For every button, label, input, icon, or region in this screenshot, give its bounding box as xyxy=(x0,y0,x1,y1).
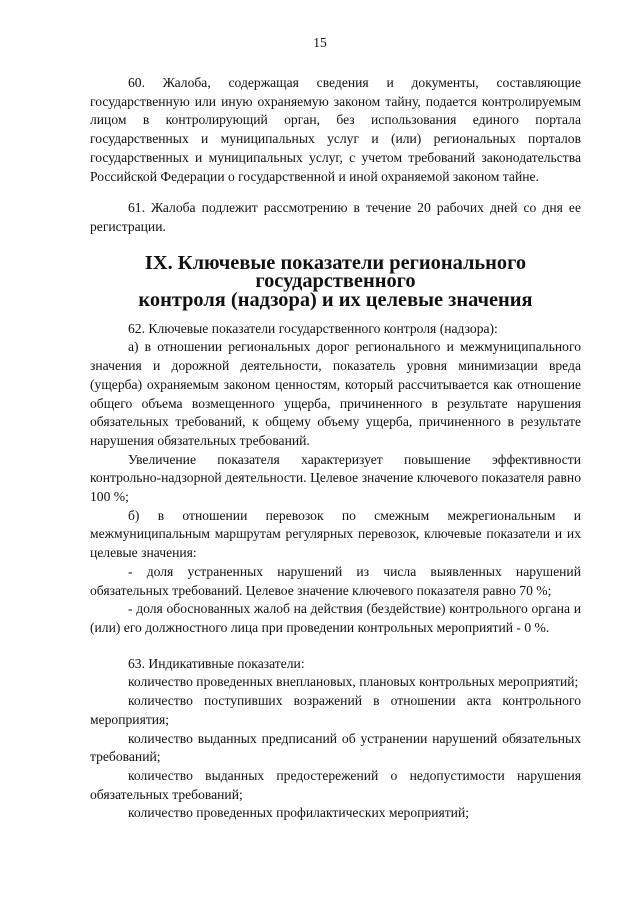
indicator-item: количество выданных предписаний об устранении нарушений обязательных требований; xyxy=(90,730,581,765)
section-title-line-1: IX. Ключевые показатели регионального государственного xyxy=(144,251,527,293)
document-body xyxy=(90,74,581,823)
paragraph-62-b-item-2: - доля обоснованных жалоб на действия (бездействие) контрольного органа и (или) его должностного лица при проведении контрольных мероприятий - 0 %. xyxy=(90,601,581,635)
indicator-item: количество поступивших возражений в отношении акта контрольного мероприятия; xyxy=(90,693,581,727)
paragraph-63-intro: 63. Индикативные показатели: xyxy=(128,655,305,671)
page-number: 15 xyxy=(313,35,327,50)
section-title-line-2: контроля (надзора) и их целевые значения xyxy=(138,289,533,312)
paragraph-60: 60. Жалоба, содержащая сведения и документы, составляющие государственную или иную охраняемую законом тайну, подается контролируемым лицом в контролирующий орган, без использования единого портала государственных и муниципальных услуг и (или) региональных порталов государственных и муниципальных услуг, с учетом требований законодательства Российской Федерации о государственной и иной охраняемой законом тайне. xyxy=(90,75,581,184)
indicator-item: количество проведенных профилактических мероприятий; xyxy=(128,805,470,821)
indicator-item: количество выданных предостережений о недопустимости нарушения обязательных требований; xyxy=(90,767,581,802)
paragraph-61: 61. Жалоба подлежит рассмотрению в течение 20 рабочих дней со дня ее регистрации. xyxy=(90,200,581,234)
paragraph-62-increase: Увеличение показателя характеризует повышение эффективности контрольно-надзорной деятельности. Целевое значение ключевого показателя равно 100 %; xyxy=(90,451,581,505)
paragraph-62-b-item-1: - доля устраненных нарушений из числа выявленных нарушений обязательных требований. Целевое значение ключевого показателя равно 70 %; xyxy=(90,563,581,598)
indicator-item: количество проведенных внеплановых, плановых контрольных мероприятий; xyxy=(128,674,579,690)
paragraph-62-intro: 62. Ключевые показатели государственного контроля (надзора): xyxy=(128,320,498,336)
section-title xyxy=(90,251,581,312)
paragraph-62-a: а) в отношении региональных дорог регионального и межмуниципального значения и дорожной деятельности, показатель уровня минимизации вреда (ущерба) охраняемым законом ценностям, который рассчитывается как отношение общего объема возмещенного ущерба, причиненного в результате нарушения обязательных требований, к общему объему ущерба, причиненного в результате нарушения обязательных требований. xyxy=(90,339,581,448)
paragraph-62-b: б) в отношении перевозок по смежным межрегиональным и межмуниципальным маршрутам регулярных перевозок, ключевые показатели и их целевые значения: xyxy=(90,507,581,561)
